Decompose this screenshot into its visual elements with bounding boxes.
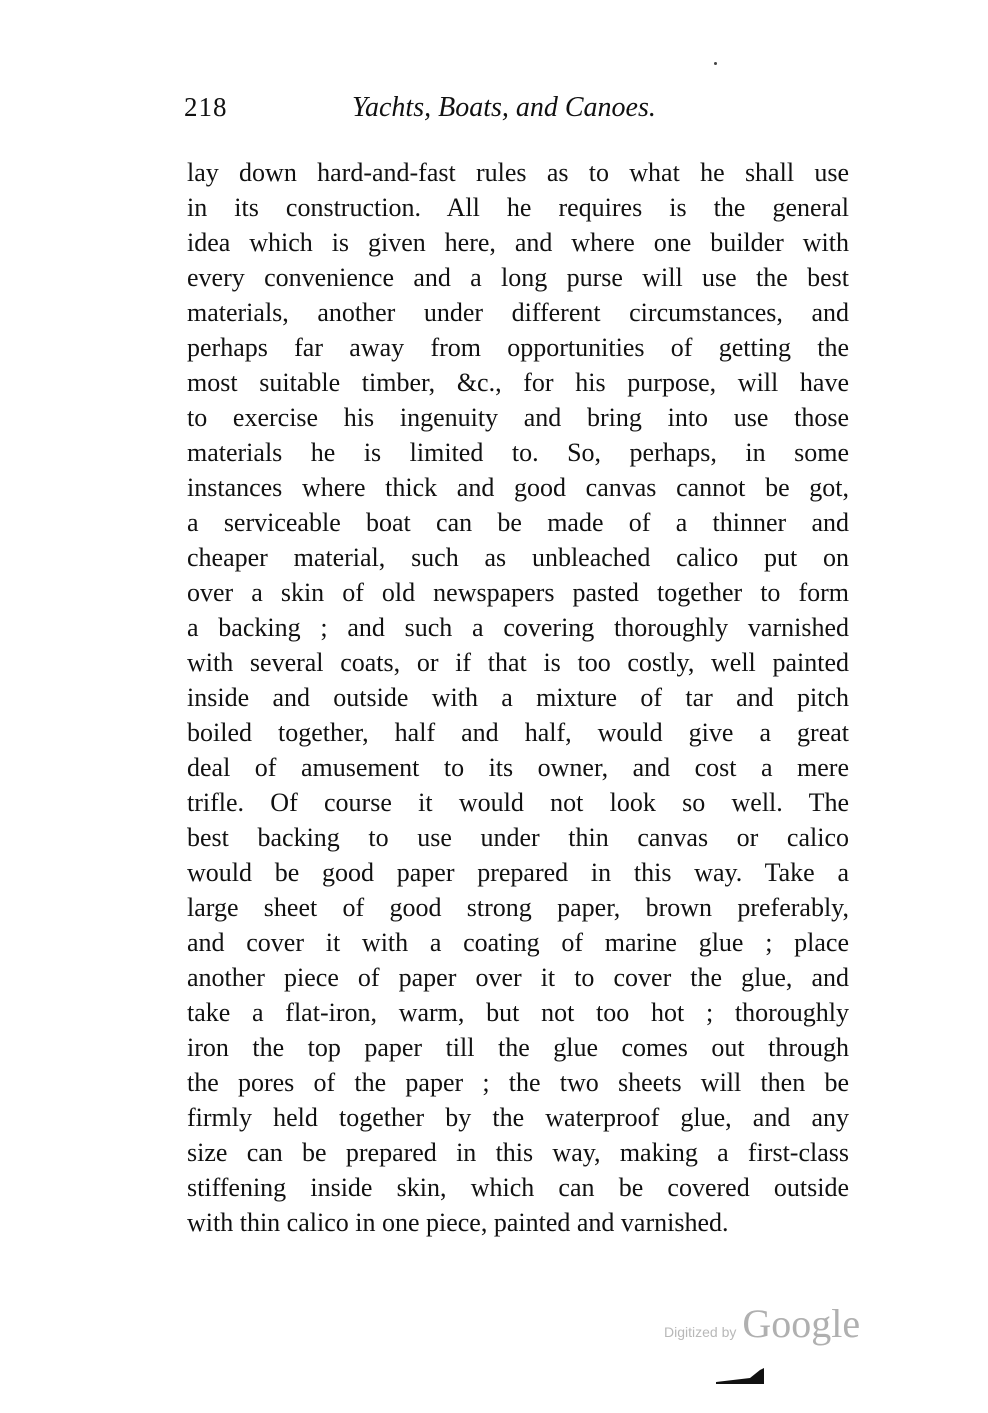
running-title: Yachts, Boats, and Canoes. (352, 92, 656, 123)
text-line: lay down hard-and-fast rules as to what he shall use (187, 158, 849, 187)
text-line: the pores of the paper ; the two sheets will then be (187, 1068, 849, 1097)
text-line: and cover it with a coating of marine glue ; place (187, 928, 849, 957)
text-line: large sheet of good strong paper, brown preferably, (187, 893, 849, 922)
text-line: materials, another under different circumstances, and (187, 298, 849, 327)
text-line: would be good paper prepared in this way. Take a (187, 858, 849, 887)
text-line: another piece of paper over it to cover the glue, and (187, 963, 849, 992)
text-line: size can be prepared in this way, making a first-class (187, 1138, 849, 1167)
text-line: trifle. Of course it would not look so well. The (187, 788, 849, 817)
text-line: perhaps far away from opportunities of getting the (187, 333, 849, 362)
text-line: with several coats, or if that is too costly, well painted (187, 648, 849, 677)
page-number: 218 (184, 92, 228, 122)
text-line: in its construction. All he requires is the general (187, 193, 849, 222)
body-text (187, 155, 849, 1240)
text-line: a backing ; and such a covering thoroughly varnished (187, 613, 849, 642)
text-line: take a flat-iron, warm, but not too hot ; thoroughly (187, 998, 849, 1027)
text-line: stiffening inside skin, which can be covered outside (187, 1173, 849, 1202)
google-logo: Google (742, 1301, 861, 1346)
watermark-prefix: Digitized by (664, 1324, 737, 1340)
text-line: instances where thick and good canvas cannot be got, (187, 473, 849, 502)
text-line: idea which is given here, and where one builder with (187, 228, 849, 257)
scan-speck (714, 62, 717, 65)
digitized-watermark (664, 1300, 860, 1347)
scan-mark-icon (716, 1366, 766, 1386)
text-line: over a skin of old newspapers pasted together to form (187, 578, 849, 607)
text-line: boiled together, half and half, would give a great (187, 718, 849, 747)
text-line: cheaper material, such as unbleached calico put on (187, 543, 849, 572)
text-line: most suitable timber, &c., for his purpose, will have (187, 368, 849, 397)
text-line: best backing to use under thin canvas or calico (187, 823, 849, 852)
text-line: materials he is limited to. So, perhaps, in some (187, 438, 849, 467)
text-line: inside and outside with a mixture of tar and pitch (187, 683, 849, 712)
text-line: with thin calico in one piece, painted and varnished. (187, 1208, 729, 1237)
text-line: a serviceable boat can be made of a thinner and (187, 508, 849, 537)
text-line: to exercise his ingenuity and bring into use those (187, 403, 849, 432)
text-line: firmly held together by the waterproof glue, and any (187, 1103, 849, 1132)
text-line: iron the top paper till the glue comes out through (187, 1033, 849, 1062)
text-line: every convenience and a long purse will use the best (187, 263, 849, 292)
text-line: deal of amusement to its owner, and cost a mere (187, 753, 849, 782)
